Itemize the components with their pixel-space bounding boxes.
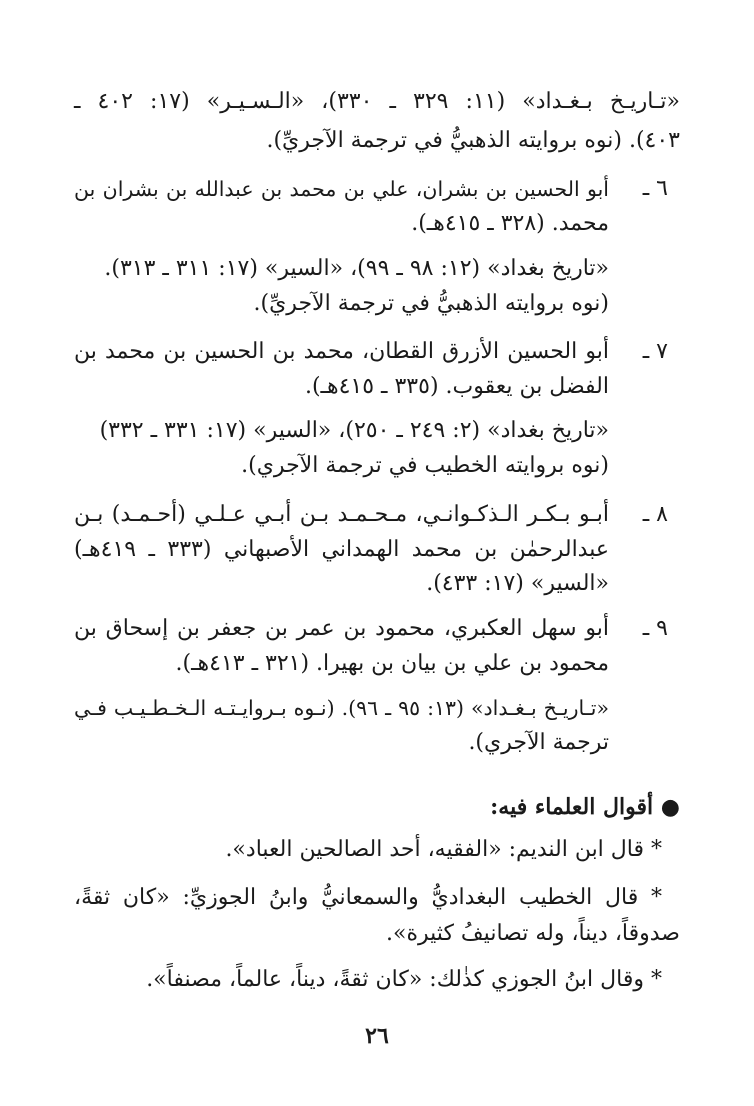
entry-6-line-2: محمد. (٣٢٨ ـ ٤١٥هـ). <box>411 211 609 236</box>
quote-2 <box>74 880 662 916</box>
quote-3 <box>127 962 662 998</box>
entry-number-6: ٦ ـ <box>642 176 668 201</box>
entry-number-8: ٨ ـ <box>642 502 668 527</box>
section-heading-text: أقوال العلماء فيه: <box>490 794 654 820</box>
entry-8-line-2: عبدالرحمٰن بن محمد الهمداني الأصبهاني (٣٣٣ ـ ٤١٩هـ) <box>74 537 609 562</box>
page-number: ٢٦ <box>365 1023 389 1049</box>
entry-9-line-1: أبو سهل العكبري، محمود بن عمر بن جعفر بن إسحاق بن <box>74 616 609 641</box>
star-icon: * <box>651 967 662 992</box>
section-heading <box>74 789 680 825</box>
entry-7-line-2: الفضل بن يعقوب. (٣٣٥ ـ ٤١٥هـ). <box>304 374 609 399</box>
entry-7-source-1: «تاريخ بغداد» (٢: ٢٤٩ ـ ٢٥٠)، «السير» (١٧: ٣٣١ ـ ٣٣٢) <box>99 418 609 443</box>
quote-1-text: قال ابن النديم: «الفقيه، أحد الصالحين العباد». <box>225 837 644 862</box>
entry-6-source-2: (نوه بروايته الذهبيُّ في ترجمة الآجريِّ). <box>253 291 609 316</box>
quote-1 <box>127 832 662 868</box>
quote-3-text: وقال ابنُ الجوزي كذٰلك: «كان ثقةً، ديناً، عالماً، مصنفاً». <box>146 967 644 992</box>
entry-number-7: ٧ ـ <box>642 339 668 364</box>
star-icon: * <box>651 837 662 862</box>
entry-6-line-1: أبو الحسين بن بشران، علي بن محمد بن عبدالله بن بشران بن <box>74 177 609 201</box>
entry-9-source-1: «تـاريـخ بـغـداد» (١٣: ٩٥ ـ ٩٦). (نـوه بـروايـتـه الـخـطـيـب فـي <box>74 696 610 720</box>
entry-6-source-1: «تاريخ بغداد» (١٢: ٩٨ ـ ٩٩)، «السير» (١٧: ٣١١ ـ ٣١٣). <box>104 256 609 281</box>
entry-number-9: ٩ ـ <box>642 616 668 641</box>
quote-2-text: قال الخطيب البغداديُّ والسمعانيُّ وابنُ الجوزيِّ: «كان ثقةً، <box>74 885 639 910</box>
star-icon: * <box>651 885 662 910</box>
intro-line-1: «تـاريـخ بـغـداد» (١١: ٣٢٩ ـ ٣٣٠)، «الـسـيـر» (١٧: ٤٠٢ ـ <box>74 89 680 114</box>
bullet-icon: ● <box>660 794 680 820</box>
entry-8-line-1: أبـو بـكـر الـذكـوانـي، مـحـمـد بـن أبـي عـلـي (أحـمـد) بـن <box>74 502 609 527</box>
quote-2-line-2: صدوقاً، ديناً، وله تصانيفُ كثيرة». <box>386 921 680 946</box>
intro-line-2: ٤٠٣). (نوه بروايته الذهبيُّ في ترجمة الآجريِّ). <box>266 128 680 153</box>
entry-8-line-3: «السير» (١٧: ٤٣٣). <box>426 571 609 596</box>
entry-7-line-1: أبو الحسين الأزرق القطان، محمد بن الحسين بن محمد بن <box>74 339 609 364</box>
entry-9-line-2: محمود بن علي بن بيان بن بهيرا. (٣٢١ ـ ٤١٣هـ). <box>175 651 609 676</box>
entry-7-source-2: (نوه بروايته الخطيب في ترجمة الآجري). <box>241 453 609 478</box>
entry-9-source-2: ترجمة الآجري). <box>468 730 609 755</box>
